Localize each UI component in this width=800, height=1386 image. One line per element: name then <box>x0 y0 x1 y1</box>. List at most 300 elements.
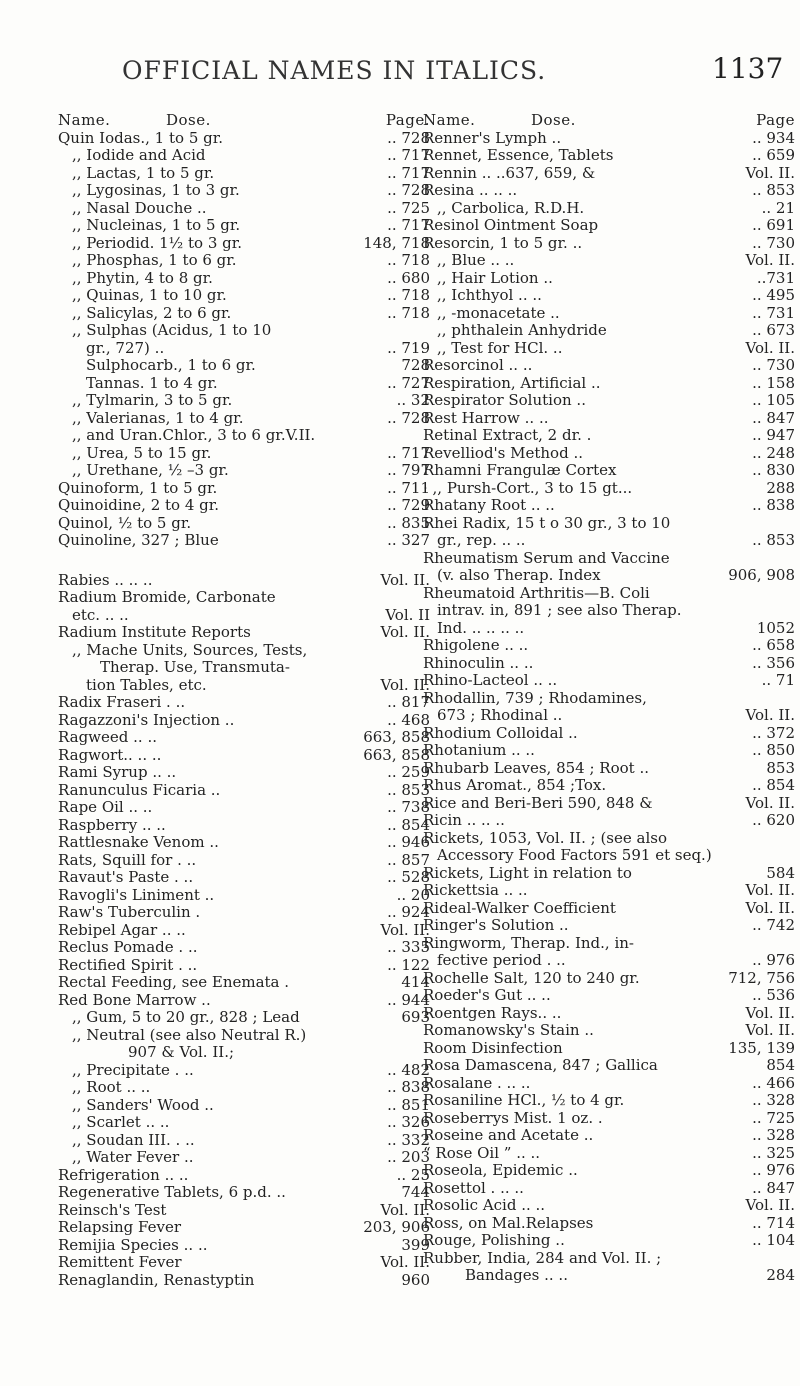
index-entry <box>423 707 795 725</box>
entry-name: Roentgen Rays.. .. <box>423 1003 562 1022</box>
entry-page: .. 944 <box>387 990 430 1009</box>
entry-page: .. 325 <box>752 1143 795 1162</box>
index-entry <box>58 1167 430 1185</box>
index-entry <box>58 270 430 288</box>
entry-name: etc. .. .. <box>72 605 129 624</box>
entry-name: Rennin .. ..637, 659, & <box>423 163 596 182</box>
entry-name: Resorcin, 1 to 5 gr. .. <box>423 233 583 252</box>
entry-name: · ,, Pursh-Cort., 3 to 15 gt... <box>423 478 633 497</box>
index-entry <box>423 445 795 463</box>
entry-name: Rice and Beri-Beri 590, 848 & <box>423 793 653 812</box>
entry-page: .. 620 <box>752 811 795 829</box>
index-entry <box>58 799 430 817</box>
entry-page: .. 25 <box>396 1165 430 1184</box>
index-entry <box>423 795 795 813</box>
index-entry <box>58 852 430 870</box>
index-entry <box>423 462 795 480</box>
index-entry <box>58 182 430 200</box>
entry-name: Quinoline, 327 ; Blue <box>58 531 219 549</box>
index-entry <box>58 659 430 677</box>
entry-name: ,, Nucleinas, 1 to 5 gr. <box>72 216 241 234</box>
header-dose: Dose. <box>531 111 576 129</box>
entry-page: .. 850 <box>752 741 795 759</box>
index-entry <box>58 340 430 358</box>
entry-name: ,, Urea, 5 to 15 gr. <box>72 443 212 462</box>
entry-name: ,, Blue .. .. <box>437 251 515 269</box>
entry-page: .. 718 <box>387 303 430 322</box>
entry-name: ,, Lygosinas, 1 to 3 gr. <box>72 181 240 199</box>
entry-name: ,, Valerianas, 1 to 4 gr. <box>72 408 244 427</box>
index-entry <box>58 1079 430 1097</box>
entry-name: ,, Sulphas (Acidus, 1 to 10 <box>72 321 272 339</box>
entry-page: .. 717 <box>387 216 430 234</box>
entry-page: Vol. II. <box>745 898 795 917</box>
entry-name: Rhodallin, 739 ; Rhodamines, <box>423 688 647 707</box>
entry-name: Ricin .. .. .. <box>423 811 505 829</box>
index-entry <box>58 1097 430 1115</box>
section-gap <box>58 550 430 572</box>
entry-name: Rami Syrup .. .. <box>58 763 177 781</box>
entry-page: 906, 908 <box>728 566 795 584</box>
index-entry <box>423 480 795 498</box>
index-entry <box>423 1110 795 1128</box>
entry-name: Quinoform, 1 to 5 gr. <box>58 478 218 497</box>
entry-page: .. 122 <box>387 955 430 974</box>
entry-page: .. 328 <box>752 1126 795 1144</box>
index-entry <box>58 200 430 218</box>
entry-page: .. 857 <box>387 850 430 869</box>
entry-page: 744 <box>401 1183 430 1201</box>
index-entry <box>423 1250 795 1268</box>
index-entry <box>423 690 795 708</box>
entry-page: .. 21 <box>761 198 795 217</box>
entry-name: Rennet, Essence, Tablets <box>423 146 614 164</box>
column-header <box>423 112 795 130</box>
entry-page: .. 718 <box>387 251 430 269</box>
entry-name: Rheumatism Serum and Vaccine <box>423 548 670 567</box>
index-entry <box>423 375 795 393</box>
index-entry <box>58 445 430 463</box>
entry-name: Resinol Ointment Soap <box>423 216 599 234</box>
index-entry <box>423 585 795 603</box>
index-entry <box>423 165 795 183</box>
entry-name: ,, Root .. .. <box>72 1078 151 1096</box>
entry-page: .. 482 <box>387 1060 430 1079</box>
index-entry <box>423 392 795 410</box>
entry-page: .. 830 <box>752 461 795 479</box>
index-entry <box>58 252 430 270</box>
entry-name: ,, Nasal Douche .. <box>72 198 207 217</box>
index-entry <box>58 1202 430 1220</box>
index-entry <box>58 992 430 1010</box>
entry-name: Rhamni Frangulæ Cortex <box>423 461 617 479</box>
index-entry <box>423 900 795 918</box>
index-entry <box>423 1040 795 1058</box>
entry-name: ,, Lactas, 1 to 5 gr. <box>72 163 215 182</box>
index-column-left <box>58 112 430 1289</box>
index-entry <box>423 1127 795 1145</box>
entry-name: Rape Oil .. .. <box>58 798 153 816</box>
index-entry <box>423 410 795 428</box>
entry-name: Ragwort.. .. .. <box>58 745 162 764</box>
index-entry <box>58 1009 430 1027</box>
entry-page: .. 466 <box>752 1073 795 1092</box>
entry-page: .. 468 <box>387 710 430 729</box>
index-entry <box>423 217 795 235</box>
entry-page: Vol. II. <box>380 1200 430 1219</box>
entry-name: Raw's Tuberculin . <box>58 903 201 921</box>
entry-name: Reinsch's Test <box>58 1200 167 1219</box>
index-entry <box>423 305 795 323</box>
running-head: OFFICIAL NAMES IN ITALICS. <box>122 56 547 85</box>
entry-page: .. 817 <box>387 693 430 711</box>
entry-name: Ind. .. .. .. .. <box>437 618 525 637</box>
entry-name: Relapsing Fever <box>58 1218 182 1236</box>
index-entry <box>423 1215 795 1233</box>
index-entry <box>423 287 795 305</box>
entry-name: Ranunculus Ficaria .. <box>58 780 221 799</box>
entry-name: Sulphocarb., 1 to 6 gr. <box>86 356 256 374</box>
entry-name: Rattlesnake Venom .. <box>58 833 219 851</box>
entry-page: .. 853 <box>752 531 795 549</box>
index-entry <box>58 834 430 852</box>
index-entry <box>423 760 795 778</box>
entry-name: Ravaut's Paste . .. <box>58 868 194 886</box>
entry-name: Accessory Food Factors 591 et seq.) <box>437 846 712 864</box>
entry-name: Remijia Species .. .. <box>58 1235 208 1254</box>
entry-name: 673 ; Rhodinal .. <box>437 706 563 724</box>
index-entry <box>58 939 430 957</box>
entry-page: .. 947 <box>752 426 795 444</box>
entry-page: Vol. II. <box>380 920 430 939</box>
entry-page: .. 727 <box>387 373 430 392</box>
entry-page: .. 332 <box>387 1130 430 1149</box>
entry-page: .. 976 <box>752 1161 795 1179</box>
entry-name: ,, and Uran.Chlor., 3 to 6 gr.V.II. <box>72 426 316 444</box>
header-dose: Dose. <box>166 111 211 129</box>
entry-name: Rhino-Lacteol .. .. <box>423 671 558 689</box>
entry-name: Rosa Damascena, 847 ; Gallica <box>423 1056 658 1074</box>
index-entry <box>423 1267 795 1285</box>
entry-name: ,, Periodid. 1½ to 3 gr. <box>72 233 243 252</box>
entry-page: .. 851 <box>387 1095 430 1114</box>
entry-name: Ragweed .. .. <box>58 728 157 746</box>
index-entry <box>423 497 795 515</box>
entry-page: Vol. II. <box>745 793 795 812</box>
entry-page: 854 <box>766 1056 795 1074</box>
index-entry <box>423 200 795 218</box>
page-number: 1137 <box>712 52 784 85</box>
index-entry <box>423 987 795 1005</box>
entry-page: .. 659 <box>752 146 795 164</box>
entry-page: 728 <box>401 356 430 374</box>
index-entry <box>58 165 430 183</box>
index-entry <box>423 777 795 795</box>
index-entry <box>423 1005 795 1023</box>
entry-page: .. 976 <box>752 951 795 969</box>
index-entry <box>423 515 795 533</box>
entry-page: .. 853 <box>752 181 795 199</box>
index-entry <box>58 427 430 445</box>
entry-name: Rectified Spirit . .. <box>58 955 198 974</box>
index-entry <box>423 357 795 375</box>
entry-page: Vol. II. <box>745 706 795 724</box>
entry-name: Rickettsia .. .. <box>423 881 528 899</box>
entry-page: .. 854 <box>752 776 795 794</box>
entry-name: Renaglandin, Renastyptin <box>58 1270 255 1289</box>
index-entry <box>423 830 795 848</box>
entry-page: 584 <box>766 863 795 882</box>
entry-name: Ross, on Mal.Relapses <box>423 1213 594 1232</box>
index-entry <box>58 957 430 975</box>
entry-page: 853 <box>766 758 795 777</box>
index-entry <box>58 764 430 782</box>
entry-page: 399 <box>401 1235 430 1254</box>
entry-name: Rhigolene .. .. <box>423 636 529 654</box>
entry-name: Rats, Squill for . .. <box>58 850 197 869</box>
entry-name: Rhei Radix, 15 t o 30 gr., 3 to 10 <box>423 513 671 532</box>
index-entry <box>58 782 430 800</box>
index-entry <box>58 887 430 905</box>
entry-name: Roeder's Gut .. .. <box>423 986 551 1004</box>
index-entry <box>58 532 430 550</box>
entry-page: 712, 756 <box>728 968 795 987</box>
entry-page: .. 729 <box>387 496 430 514</box>
entry-name: ,, Test for HCl. .. <box>437 338 563 357</box>
entry-name: Resorcinol .. .. <box>423 356 533 374</box>
index-entry <box>423 322 795 340</box>
index-entry <box>423 952 795 970</box>
entry-name: ,, Neutral (see also Neutral R.) <box>72 1025 307 1044</box>
index-entry <box>423 655 795 673</box>
entry-name: “ Rose Oil ” .. .. <box>423 1143 541 1162</box>
index-entry <box>58 869 430 887</box>
index-entry <box>423 812 795 830</box>
entry-page: 414 <box>401 973 430 991</box>
entry-name: Rhinoculin .. .. <box>423 653 534 672</box>
entry-name: intrav. in, 891 ; see also Therap. <box>437 601 682 619</box>
entry-name: Quin Iodas., 1 to 5 gr. <box>58 128 224 147</box>
index-entry <box>58 392 430 410</box>
index-entry <box>423 1092 795 1110</box>
entry-page: .. 725 <box>387 198 430 217</box>
entry-page: .. 730 <box>752 356 795 374</box>
entry-name: Bandages .. .. <box>465 1266 568 1284</box>
index-entry <box>423 1180 795 1198</box>
entry-page: .. 691 <box>752 216 795 234</box>
entry-page: .. 495 <box>752 286 795 304</box>
index-entry <box>423 1145 795 1163</box>
entry-name: ,, Phytin, 4 to 8 gr. <box>72 268 213 287</box>
entry-page: Vol. II. <box>745 338 795 357</box>
index-entry <box>423 1162 795 1180</box>
entry-name: Ravogli's Liniment .. <box>58 885 215 904</box>
entry-page: Vol. II. <box>745 881 795 899</box>
entry-page: Vol. II <box>385 605 430 624</box>
entry-name: 907 & Vol. II.; <box>128 1043 235 1061</box>
entry-page: .. 372 <box>752 723 795 742</box>
entry-name: Rheumatoid Arthritis—B. Coli <box>423 583 650 602</box>
index-entry <box>58 235 430 253</box>
entry-page: .. 259 <box>387 763 430 781</box>
index-entry <box>58 410 430 428</box>
entry-name: ,, Urethane, ½ –3 gr. <box>72 461 229 479</box>
entry-page: .. 728 <box>387 408 430 427</box>
entry-page: .. 924 <box>387 903 430 921</box>
index-entry <box>58 694 430 712</box>
index-entry <box>58 1062 430 1080</box>
entry-name: Rhatany Root .. .. <box>423 496 555 514</box>
entry-name: ,, Scarlet .. .. <box>72 1113 170 1131</box>
entry-name: Revelliod's Method .. <box>423 443 583 462</box>
index-entry <box>58 1044 430 1062</box>
entry-name: Therap. Use, Transmuta- <box>100 658 290 676</box>
entry-name: Roseola, Epidemic .. <box>423 1161 578 1179</box>
entry-page: .. 730 <box>752 233 795 252</box>
index-entry <box>58 712 430 730</box>
index-entry <box>58 922 430 940</box>
entry-page: Vol. II. <box>380 623 430 641</box>
entry-page: .. 946 <box>387 833 430 851</box>
header-page: Page <box>756 111 795 129</box>
entry-name: Rhubarb Leaves, 854 ; Root .. <box>423 758 649 777</box>
entry-page: .. 719 <box>387 338 430 357</box>
entry-name: gr., rep. .. .. <box>437 531 526 549</box>
index-entry <box>58 904 430 922</box>
entry-page: .. 838 <box>387 1078 430 1096</box>
entry-page: .. 711 <box>387 478 430 497</box>
entry-page: Vol. II. <box>380 1253 430 1271</box>
index-entry <box>423 147 795 165</box>
entry-name: ,, Soudan III. . .. <box>72 1130 195 1149</box>
index-entry <box>58 1027 430 1045</box>
index-entry <box>423 620 795 638</box>
entry-name: Tannas. 1 to 4 gr. <box>86 373 218 392</box>
index-entry <box>423 672 795 690</box>
entry-page: .. 742 <box>752 916 795 934</box>
index-entry <box>423 935 795 953</box>
entry-name: Red Bone Marrow .. <box>58 990 211 1009</box>
entry-name: Ragazzoni's Injection .. <box>58 710 235 729</box>
entry-name: ,, Phosphas, 1 to 6 gr. <box>72 251 237 269</box>
entry-name: Raspberry .. .. <box>58 815 166 834</box>
entry-page: Vol. II. <box>745 251 795 269</box>
entry-name: Rosalane . .. .. <box>423 1073 531 1092</box>
entry-name: Respiration, Artificial .. <box>423 373 601 392</box>
index-entry <box>423 847 795 865</box>
entry-page: 663, 858 <box>363 745 430 764</box>
entry-page: 1052 <box>756 618 795 637</box>
entry-name: ,, Salicylas, 2 to 6 gr. <box>72 303 232 322</box>
entry-page: Vol. II. <box>745 163 795 182</box>
entry-name: Remittent Fever <box>58 1253 182 1271</box>
entry-name: Rideal-Walker Coefficient <box>423 898 616 917</box>
index-entry <box>58 974 430 992</box>
entry-name: Rest Harrow .. .. <box>423 408 549 427</box>
entry-page: .. 853 <box>387 780 430 799</box>
index-entry <box>423 970 795 988</box>
index-entry <box>58 1184 430 1202</box>
index-entry <box>58 589 430 607</box>
index-entry <box>58 572 430 590</box>
entry-page: .. 203 <box>387 1148 430 1166</box>
entry-page: 693 <box>401 1008 430 1026</box>
index-entry <box>423 1022 795 1040</box>
entry-name: Radium Institute Reports <box>58 623 251 641</box>
index-entry <box>58 1219 430 1237</box>
entry-name: Respirator Solution .. <box>423 391 586 409</box>
index-entry <box>58 1114 430 1132</box>
entry-name: ,, Tylmarin, 3 to 5 gr. <box>72 391 233 409</box>
entry-page: .. 725 <box>752 1108 795 1127</box>
entry-page: .. 854 <box>387 815 430 834</box>
entry-name: Quinol, ½ to 5 gr. <box>58 513 192 532</box>
entry-page: .. 104 <box>752 1231 795 1249</box>
entry-name: ,, -monacetate .. <box>437 303 560 322</box>
index-entry <box>58 130 430 148</box>
entry-page: ..731 <box>756 268 795 287</box>
entry-page: .. 335 <box>387 938 430 956</box>
entry-name: Rhodium Colloidal .. <box>423 723 578 742</box>
entry-page: .. 71 <box>761 671 795 689</box>
entry-page: .. 738 <box>387 798 430 816</box>
entry-name: Rickets, 1053, Vol. II. ; (see also <box>423 828 667 847</box>
entry-name: Renner's Lymph .. <box>423 128 562 147</box>
entry-name: Rickets, Light in relation to <box>423 863 632 882</box>
entry-page: .. 934 <box>752 128 795 147</box>
index-entry <box>423 1075 795 1093</box>
index-entry <box>58 607 430 625</box>
entry-name: Rhus Aromat., 854 ;Tox. <box>423 776 607 794</box>
index-entry <box>58 147 430 165</box>
entry-name: Rectal Feeding, see Enemata . <box>58 973 290 991</box>
index-entry <box>423 567 795 585</box>
entry-page: .. 731 <box>752 303 795 322</box>
entry-name: Regenerative Tablets, 6 p.d. .. <box>58 1183 286 1201</box>
entry-page: 288 <box>766 478 795 497</box>
index-entry <box>58 642 430 660</box>
entry-page: .. 536 <box>752 986 795 1004</box>
index-entry <box>423 550 795 568</box>
index-entry <box>423 235 795 253</box>
index-entry <box>58 357 430 375</box>
header-name: Name. <box>423 111 476 129</box>
entry-page: .. 728 <box>387 128 430 147</box>
index-entry <box>58 624 430 642</box>
entry-page: .. 328 <box>752 1091 795 1109</box>
entry-page: .. 105 <box>752 391 795 409</box>
index-column-right <box>423 112 795 1285</box>
entry-name: ,, Precipitate . .. <box>72 1060 194 1079</box>
entry-page: .. 528 <box>387 868 430 886</box>
entry-name: Quinoidine, 2 to 4 gr. <box>58 496 220 514</box>
entry-name: ,, Hair Lotion .. <box>437 268 553 287</box>
entry-page: 663, 858 <box>363 728 430 746</box>
index-entry <box>58 462 430 480</box>
entry-page: Vol. II. <box>380 675 430 694</box>
index-entry <box>423 1197 795 1215</box>
index-entry <box>423 1232 795 1250</box>
index-entry <box>58 375 430 393</box>
entry-name: fective period . .. <box>437 951 566 969</box>
index-entry <box>423 602 795 620</box>
index-entry <box>58 747 430 765</box>
entry-page: 148, 718 <box>363 233 430 252</box>
entry-page: .. 658 <box>752 636 795 654</box>
entry-page: .. 32 <box>396 391 430 409</box>
entry-page: .. 356 <box>752 653 795 672</box>
entry-page: .. 718 <box>387 286 430 304</box>
